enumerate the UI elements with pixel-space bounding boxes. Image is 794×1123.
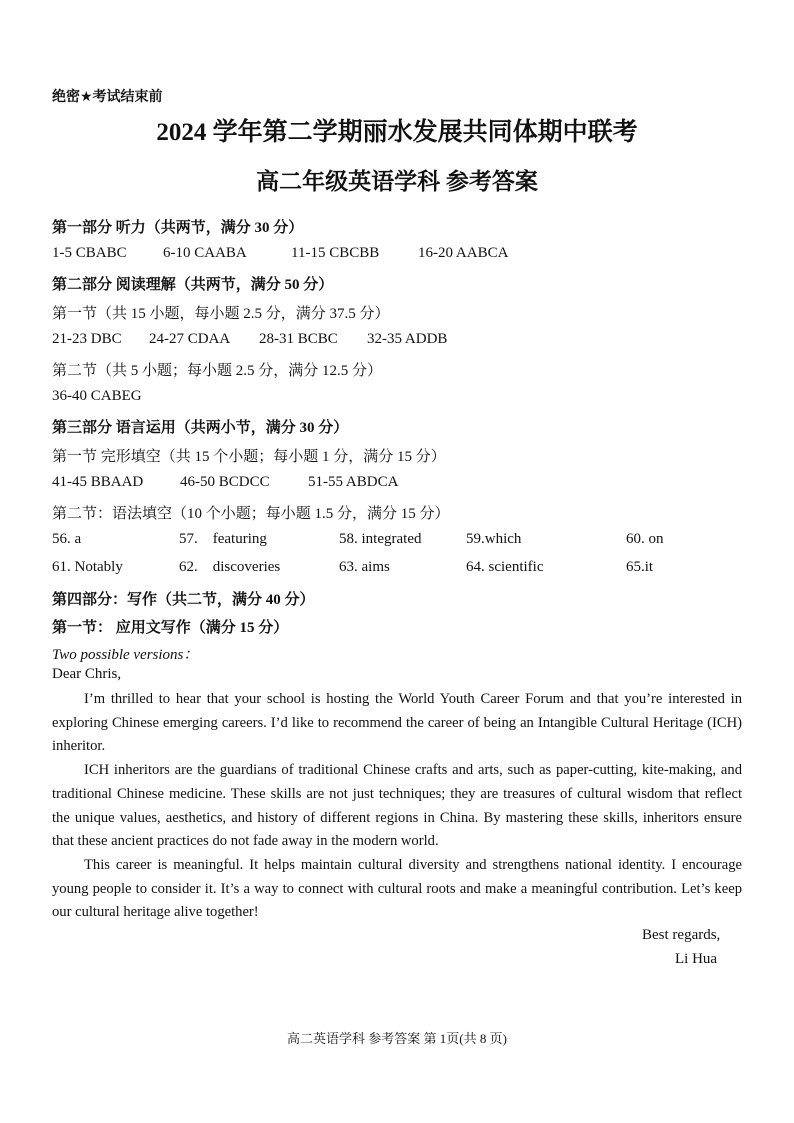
answer-group: 51-55 ABDCA: [308, 474, 399, 490]
part2-section1-heading: 第一节（共 15 小题，每小题 2.5 分，满分 37.5 分）: [52, 306, 390, 322]
grammar-answer: 65.it: [626, 559, 654, 575]
answer-group: 16-20 AABCA: [418, 245, 509, 261]
grammar-answer: 63. aims: [339, 559, 390, 575]
answer-group: 11-15 CBCBB: [291, 245, 380, 261]
answer-group: 36-40 CABEG: [52, 388, 142, 404]
answer-group: 46-50 BCDCC: [180, 474, 270, 490]
answer-group: 24-27 CDAA: [149, 331, 231, 347]
answer-group: 21-23 DBC: [52, 331, 122, 347]
grammar-answer: 62. discoveries: [179, 559, 281, 575]
exam-subtitle: 高二年级英语学科 参考答案: [256, 169, 538, 194]
part2-heading: 第二部分 阅读理解（共两节，满分 50 分）: [52, 277, 334, 293]
part4-section1-heading: 第一节： 应用文写作（满分 15 分）: [52, 620, 289, 636]
part1-heading: 第一部分 听力（共两节，满分 30 分）: [52, 220, 304, 236]
grammar-answer: 59.which: [466, 531, 522, 547]
answer-group: 6-10 CAABA: [163, 245, 247, 261]
letter-closing: Best regards,: [642, 927, 721, 943]
grammar-answer: 58. integrated: [339, 531, 422, 547]
letter-signature: Li Hua: [675, 951, 718, 967]
part3-section1-heading: 第一节 完形填空（共 15 个小题；每小题 1 分，满分 15 分）: [52, 449, 446, 465]
answer-group: 1-5 CBABC: [52, 245, 127, 261]
grammar-answer: 57. featuring: [179, 531, 267, 547]
page-footer: 高二英语学科 参考答案 第 1页(共 8 页): [287, 1031, 507, 1046]
grammar-answer: 60. on: [626, 531, 664, 547]
answer-group: 41-45 BBAAD: [52, 474, 144, 490]
letter-greeting: Dear Chris,: [52, 666, 122, 682]
letter-paragraph: This career is meaningful. It helps maintain cultural diversity and strengthens national identity. I encourage young people to consider it. It’s a way to connect with cultural roots and make a meaningful contribution. Let’s keep our cultural heritage alive together!: [52, 856, 742, 921]
grammar-answer: 56. a: [52, 531, 82, 547]
sample-letter-body: [52, 688, 742, 925]
confidential-label: 绝密★考试结束前: [52, 89, 163, 105]
grammar-answer: 64. scientific: [466, 559, 544, 575]
part3-heading: 第三部分 语言运用（共两小节，满分 30 分）: [52, 420, 349, 436]
letter-paragraph: ICH inheritors are the guardians of traditional Chinese crafts and arts, such as paper-cutting, kite-making, and traditional Chinese medicine. These skills are not just techniques; they are treasures of cultural wisdom that reflect the unique values, aesthetics, and history of different regions in China. By mastering these skills, inheritors ensure that these ancient practices do not fade away in the modern world.: [52, 762, 742, 850]
answer-group: 32-35 ADDB: [367, 331, 448, 347]
letter-paragraph: I’m thrilled to hear that your school is hosting the World Youth Career Forum and that you’re interested in exploring Chinese emerging careers. I’d like to recommend the career of being an Intangible Cultural Heritage (ICH) inheritor.: [52, 691, 742, 755]
exam-title: 2024 学年第二学期丽水发展共同体期中联考: [156, 119, 638, 146]
grammar-answer: 61. Notably: [52, 559, 123, 575]
part3-section2-heading: 第二节：语法填空（10 个小题；每小题 1.5 分，满分 15 分）: [52, 506, 450, 522]
part4-heading: 第四部分：写作（共二节，满分 40 分）: [52, 592, 315, 608]
part2-section2-heading: 第二节（共 5 小题；每小题 2.5 分，满分 12.5 分）: [52, 363, 383, 379]
versions-label: Two possible versions：: [52, 647, 199, 663]
answer-group: 28-31 BCBC: [259, 331, 338, 347]
